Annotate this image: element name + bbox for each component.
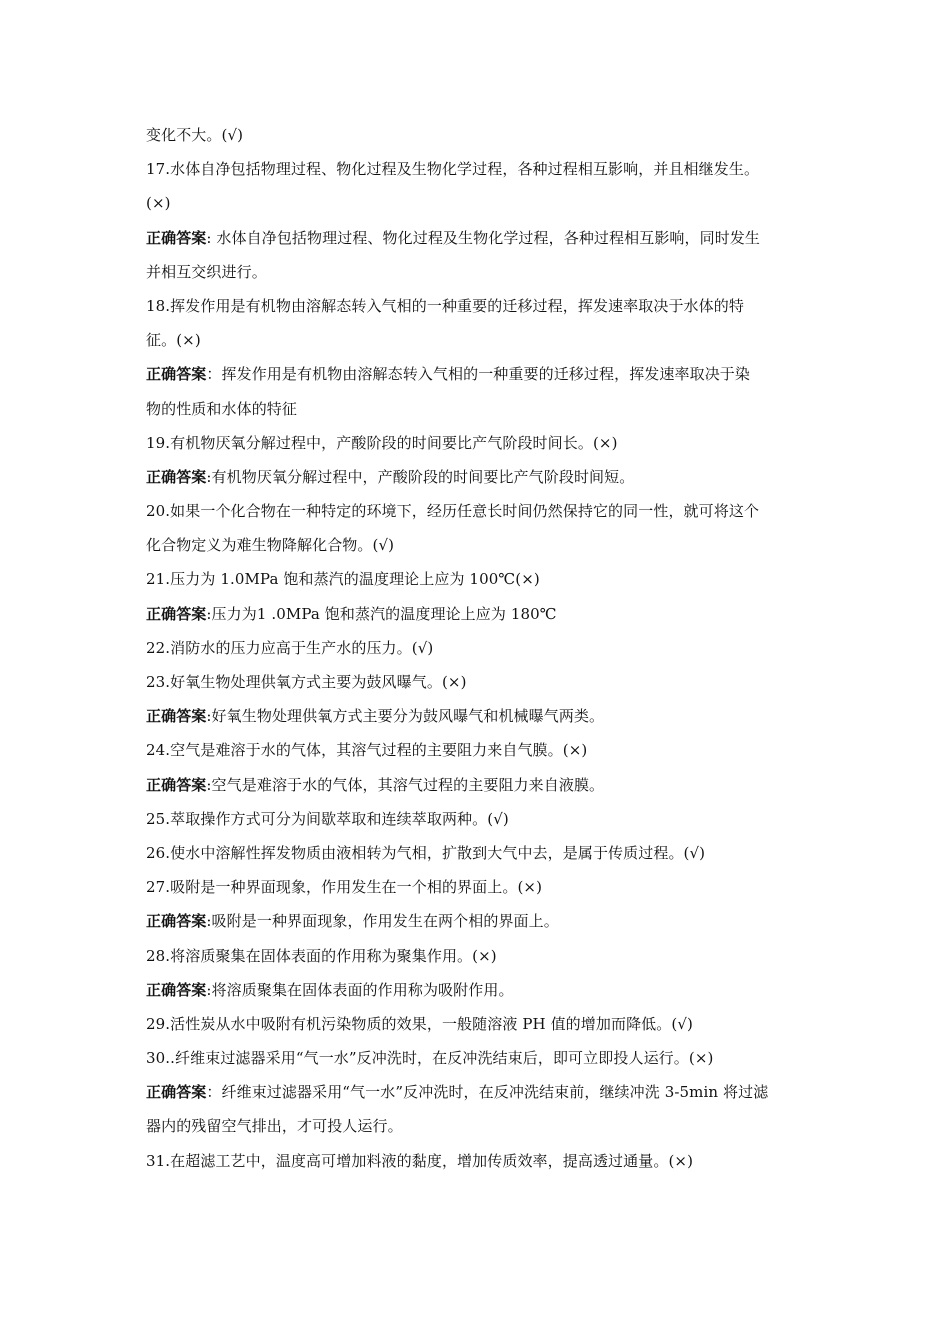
answer-30: 正确答案：纤维束过滤器采用“气一水”反冲洗时，在反冲洗结束前，继续冲洗 3-5min 将过滤 [146, 1083, 769, 1102]
text-line: 变化不大。(√) [146, 126, 244, 144]
answer-label: 正确答案 [146, 912, 207, 931]
answer-label: 正确答案 [146, 365, 207, 384]
text-line: (×) [146, 194, 171, 213]
question-27: 27.吸附是一种界面现象，作用发生在一个相的界面上。(×) [146, 878, 543, 897]
answer-28: 正确答案:将溶质聚集在固体表面的作用称为吸附作用。 [146, 980, 514, 999]
question-21: 21.压力为 1.0MPa 饱和蒸汽的温度理论上应为 100℃(×) [146, 570, 540, 589]
question-22: 22.消防水的压力应高于生产水的压力。(√) [146, 638, 434, 657]
question-20: 20.如果一个化合物在一种特定的环境下，经历任意长时间仍然保持它的同一性，就可将这个 [146, 502, 760, 521]
question-19: 19.有机物厌氧分解过程中，产酸阶段的时间要比产气阶段时间长。(×) [146, 433, 618, 452]
answer-label: 正确答案 [146, 980, 207, 999]
question-29: 29.活性炭从水中吸附有机污染物质的效果，一般随溶液 PH 值的增加而降低。(√) [146, 1014, 693, 1033]
answer-27: 正确答案:吸附是一种界面现象，作用发生在两个相的界面上。 [146, 912, 559, 931]
text-line: 物的性质和水体的特征 [146, 399, 298, 418]
text-line: 并相互交织进行。 [146, 262, 267, 281]
text-line: 化合物定义为难生物降解化合物。(√) [146, 536, 395, 555]
question-18: 18.挥发作用是有机物由溶解态转入气相的一种重要的迁移过程，挥发速率取决于水体的特 [146, 296, 744, 315]
answer-label: 正确答案 [146, 228, 207, 247]
answer-24: 正确答案:空气是难溶于水的气体，其溶气过程的主要阻力来自液膜。 [146, 775, 605, 794]
question-31: 31.在超滤工艺中，温度高可增加料液的黏度，增加传质效率，提高透过通量。(×) [146, 1151, 694, 1170]
question-28: 28.将溶质聚集在固体表面的作用称为聚集作用。(×) [146, 946, 497, 965]
answer-label: 正确答案 [146, 1083, 207, 1102]
question-25: 25.萃取操作方式可分为间歇萃取和连续萃取两种。(√) [146, 809, 509, 828]
question-26: 26.使水中溶解性挥发物质由液相转为气相，扩散到大气中去，是属于传质过程。(√) [146, 843, 706, 862]
answer-23: 正确答案:好氧生物处理供氧方式主要分为鼓风曝气和机械曝气两类。 [146, 707, 605, 726]
question-23: 23.好氧生物处理供氧方式主要为鼓风曝气。(×) [146, 673, 467, 691]
question-30: 30..纤维束过滤器采用“气一水”反冲洗时，在反冲洗结束后，即可立即投人运行。(×) [146, 1049, 714, 1068]
question-24: 24.空气是难溶于水的气体，其溶气过程的主要阻力来自气膜。(×) [146, 741, 588, 760]
answer-18: 正确答案：挥发作用是有机物由溶解态转入气相的一种重要的迁移过程，挥发速率取决于染 [146, 365, 751, 384]
answer-label: 正确答案 [146, 604, 207, 623]
document-body [146, 118, 814, 1178]
answer-label: 正确答案 [146, 707, 207, 726]
answer-21: 正确答案:压力为1 .0MPa 饱和蒸汽的温度理论上应为 180℃ [146, 604, 557, 623]
question-17: 17.水体自净包括物理过程、物化过程及生物化学过程，各种过程相互影响，并且相继发生。 [146, 160, 760, 179]
answer-17: 正确答案: 水体自净包括物理过程、物化过程及生物化学过程，各种过程相互影响，同时发生 [146, 228, 761, 247]
answer-label: 正确答案 [146, 467, 207, 486]
answer-19: 正确答案:有机物厌氧分解过程中，产酸阶段的时间要比产气阶段时间短。 [146, 467, 635, 486]
answer-label: 正确答案 [146, 775, 207, 794]
text-line: 征。(×) [146, 331, 201, 350]
text-line: 器内的残留空气排出，才可投人运行。 [146, 1117, 403, 1136]
